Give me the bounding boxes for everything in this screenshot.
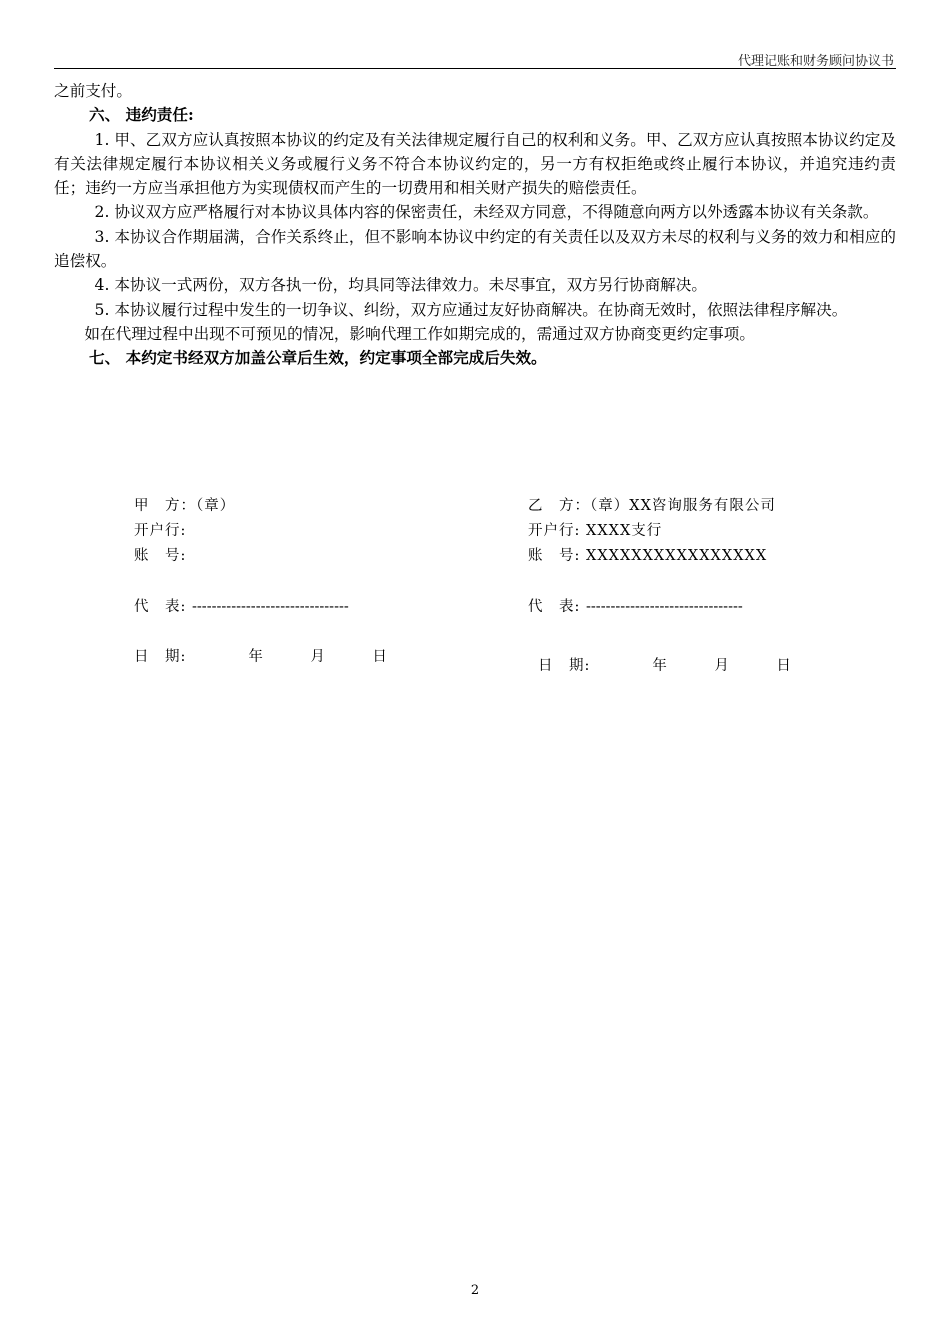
- party-a-bank: 开户行:: [134, 523, 187, 539]
- note-paragraph: 如在代理过程中出现不可预见的情况，影响代理工作如期完成的，需通过双方协商变更约定事项。: [84, 324, 755, 343]
- document-body: [54, 79, 896, 371]
- party-b-date: 日 期: 年 月 日: [538, 658, 792, 674]
- party-a-name: 甲 方：（章）: [134, 498, 236, 514]
- party-a-representative: [134, 595, 349, 616]
- party-b-bank: 开户行: XXXX支行: [528, 523, 663, 539]
- page-number: 2: [470, 1283, 480, 1298]
- section-6-heading: 六、 违约责任:: [89, 105, 194, 125]
- party-a-rep-line: --------------------------------: [192, 599, 349, 615]
- party-b-representative: [528, 595, 743, 616]
- party-b-rep-label: 代 表:: [528, 599, 581, 615]
- header-rule: [54, 68, 896, 69]
- clause-5: 5. 本协议履行过程中发生的一切争议、纠纷，双方应通过友好协商解决。在协商无效时，依照法律程序解决。: [94, 300, 848, 319]
- continuation-text: 之前支付。: [54, 82, 132, 100]
- party-a-date: 日 期: 年 月 日: [134, 649, 388, 665]
- clause-4: 4. 本协议一式两份，双方各执一份，均具同等法律效力。未尽事宜，双方另行协商解决。: [94, 276, 707, 295]
- party-b-name: 乙 方：（章）XX咨询服务有限公司: [528, 498, 776, 514]
- clause-1: 1. 甲、乙双方应认真按照本协议的约定及有关法律规定履行自己的权利和义务。甲、乙双方应认真按照本协议约定及有关法律规定履行本协议相关义务或履行义务不符合本协议约定的，另一方有权拒绝或终止履行本协议，并追究违约责任；违约一方应当承担他方为实现债权而产生的一切费用和相关财产损失的赔偿责任。: [54, 130, 896, 198]
- section-7-heading: 七、 本约定书经双方加盖公章后生效，约定事项全部完成后失效。: [89, 348, 547, 368]
- party-a-rep-label: 代 表:: [134, 599, 187, 615]
- header-title: 代理记账和财务顾问协议书: [737, 54, 894, 69]
- party-b-account: 账 号: XXXXXXXXXXXXXXXX: [528, 548, 768, 564]
- clause-3: 3. 本协议合作期届满，合作关系终止，但不影响本协议中约定的有关责任以及双方未尽的权利与义务的效力和相应的追偿权。: [54, 227, 896, 271]
- party-b-rep-line: --------------------------------: [586, 599, 743, 615]
- clause-2: 2. 协议双方应严格履行对本协议具体内容的保密责任，未经双方同意，不得随意向两方以外透露本协议有关条款。: [94, 203, 879, 222]
- party-a-account: 账 号:: [134, 548, 187, 564]
